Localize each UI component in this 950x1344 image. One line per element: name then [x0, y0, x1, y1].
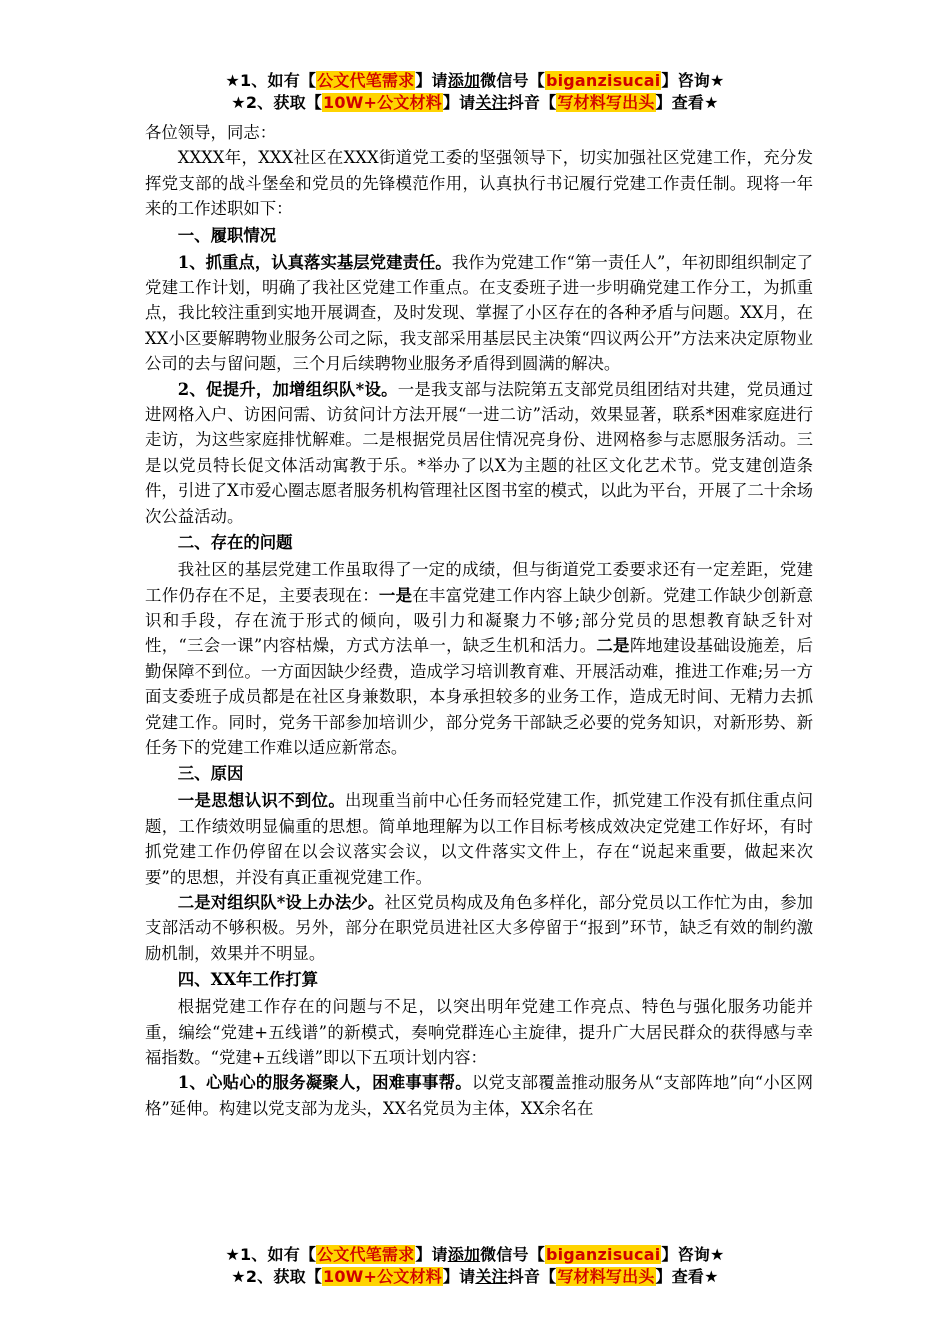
section-1-heading: 一、履职情况 [177, 225, 277, 245]
promo-text: 抖音【 [507, 93, 557, 112]
promo-text: 微信号【 [480, 1245, 545, 1264]
promo-text: 】咨询★ [661, 1245, 725, 1264]
section-3-paragraph-2 [145, 890, 813, 966]
paragraph-text: 在丰富党建工作内容上缺少创新。党建工作缺少创新意识和手段，存在流于形式的倾向，吸引力和凝聚力不够;部分党员的思想教育缺乏针对性，“三会一课”内容枯燥，方式方法单一，缺乏生机和活力。 [145, 585, 814, 656]
document-body [145, 120, 813, 1121]
greeting: 各位领导，同志： [145, 123, 277, 142]
paragraph-lead: 1、心贴心的服务凝聚人，困难事事帮。 [177, 1073, 472, 1093]
promo-highlight: 公文代笔需求 [317, 71, 415, 90]
promo-underlined: 添加 [447, 1245, 481, 1264]
promo-text: 】请 [415, 1245, 448, 1264]
promo-underlined: 关注 [475, 1267, 508, 1286]
promo-text: ★1、如有【 [225, 71, 317, 90]
promo-line-1 [0, 1244, 950, 1266]
section-1-paragraph-1 [145, 250, 813, 377]
paragraph-text: 出现重当前中心任务而轻党建工作，抓党建工作没有抓住重点问题，工作绩效明显偏重的思想。简单地理解为以工作目标考核成效决定党建工作好坏，有时抓党建工作仍停留在以会议落实会议，以文件落实文件上，存在“说起来重要，做起来次要”的思想，并没有真正重视党建工作。 [145, 791, 814, 887]
paragraph-text: 我社区的基层党建工作虽取得了一定的成绩，但与街道党工委要求还有一定差距，党建工作仍存在不足，主要表现在： [145, 560, 813, 605]
paragraph-lead: 一是 [378, 585, 413, 605]
paragraph-text: 以党支部覆盖推动服务从“支部阵地”向“小区网格”延伸。构建以党支部为龙头，XX名党员为主体，XX余名在 [145, 1073, 813, 1118]
section-3-paragraph-1 [145, 788, 813, 890]
promo-highlight: 公文代笔需求 [317, 1245, 415, 1264]
promo-text: 】请 [415, 71, 448, 90]
section-4-paragraph-2 [145, 1070, 813, 1121]
promo-text: ★2、获取【 [231, 1267, 322, 1286]
intro-paragraph: XXXX年，XXX社区在XXX街道党工委的坚强领导下，切实加强社区党建工作，充分发挥党支部的战斗堡垒和党员的先锋模范作用，认真执行书记履行党建工作责任制。现将一年来的工作述职如下： [145, 148, 813, 219]
promo-highlight-wechat-id: biganzisucai [545, 71, 661, 90]
promo-highlight-douyin-id: 写材料写出头 [557, 1267, 655, 1286]
promo-text: 】查看★ [655, 1267, 719, 1286]
section-2-heading: 二、存在的问题 [177, 533, 293, 553]
paragraph-text: 社区党员构成及角色多样化，部分党员以工作忙为由，参加支部活动不够积极。另外，部分在职党员进社区大多停留于“报到”环节，缺乏有效的制约激励机制，效果并不明显。 [145, 892, 814, 963]
bottom-promo-banner [0, 1244, 950, 1288]
promo-underlined: 关注 [475, 93, 508, 112]
promo-text: 】请 [442, 1267, 476, 1286]
promo-text: ★2、获取【 [231, 93, 322, 112]
promo-highlight: 10W+公文材料 [322, 1267, 442, 1286]
paragraph-text: 阵地建设基础设施差，后勤保障不到位。一方面因缺少经费，造成学习培训教育难、开展活动难，推进工作难;另一方面支委班子成员都是在社区身兼数职，本身承担较多的业务工作，造成无时间、无精力去抓党建工作。同时，党务干部参加培训少，部分党务干部缺乏必要的党务知识，对新形势、新任务下的党建工作难以适应新常态。 [145, 636, 814, 757]
promo-line-2 [0, 92, 950, 114]
paragraph-text: 一是我支部与法院第五支部党员组团结对共建，党员通过进网格入户、访困问需、访贫问计方法开展“一进二访”活动，效果显著，联系*困难家庭进行走访，为这些家庭排忧解难。二是根据党员居住情况亮身份、进网格参与志愿服务活动。三是以党员特长促文体活动寓教于乐。*举办了以X为主题的社区文化艺术节。党支建创造条件，引进了X市爱心圈志愿者服务机构管理社区图书室的模式，以此为平台，开展了二十余场次公益活动。 [145, 379, 814, 526]
promo-line-2 [0, 1266, 950, 1288]
promo-highlight-douyin-id: 写材料写出头 [557, 93, 655, 112]
paragraph-lead: 二是对组织队*设上办法少。 [177, 892, 385, 912]
paragraph-lead: 一是思想认识不到位。 [177, 791, 346, 811]
section-3-heading: 三、原因 [177, 764, 244, 784]
section-1-paragraph-2 [145, 377, 813, 529]
promo-text: 】请 [442, 93, 476, 112]
promo-line-1 [0, 70, 950, 92]
promo-text: 抖音【 [507, 1267, 557, 1286]
paragraph-text: 我作为党建工作“第一责任人”，年初即组织制定了党建工作计划，明确了我社区党建工作重点。在支委班子进一步明确党建工作分工，为抓重点，我比较注重到实地开展调查，及时发现、掌握了小区存在的各种矛盾与问题。XX月，在XX小区要解聘物业服务公司之际，我支部采用基层民主决策“四议两公开”方法来决定原物业公司的去与留问题，三个月后续聘物业服务矛盾得到圆满的解决。 [145, 252, 813, 374]
promo-text: 】咨询★ [661, 71, 725, 90]
promo-highlight-wechat-id: biganzisucai [545, 1245, 661, 1264]
promo-underlined: 添加 [447, 71, 481, 90]
promo-highlight: 10W+公文材料 [322, 93, 442, 112]
promo-text: ★1、如有【 [225, 1245, 317, 1264]
section-2-paragraph-1 [145, 557, 813, 760]
section-4-paragraph-1: 根据党建工作存在的问题与不足，以突出明年党建工作亮点、特色与强化服务功能并重，编绘“党建+五线谱”的新模式，奏响党群连心主旋律，提升广大居民群众的获得感与幸福指数。“党建+五线谱”即以下五项计划内容： [145, 997, 813, 1067]
promo-text: 】查看★ [655, 93, 719, 112]
promo-text: 微信号【 [480, 71, 545, 90]
paragraph-lead: 1、抓重点，认真落实基层党建责任。 [177, 252, 452, 272]
paragraph-lead: 二是 [596, 636, 630, 656]
paragraph-lead: 2、促提升，加增组织队*设。 [177, 379, 398, 399]
top-promo-banner [0, 70, 950, 114]
section-4-heading: 四、XX年工作打算 [177, 970, 318, 990]
